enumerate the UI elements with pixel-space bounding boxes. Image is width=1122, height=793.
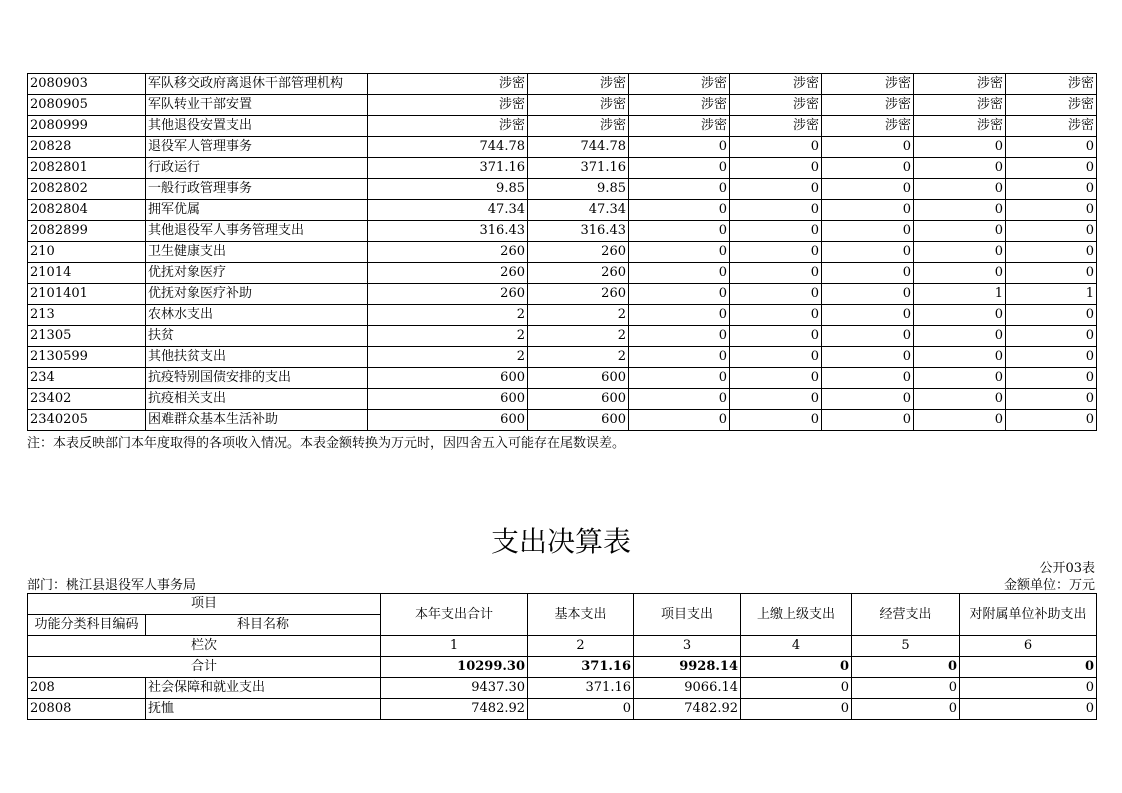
subject-name: 军队转业干部安置	[146, 95, 368, 116]
amount-cell: 0	[730, 242, 822, 263]
amount-cell: 0	[914, 305, 1006, 326]
amount-cell: 9066.14	[634, 678, 741, 699]
table-row	[28, 326, 1097, 347]
header-col4: 上缴上级支出	[741, 594, 852, 636]
amount-cell: 260	[368, 284, 528, 305]
subject-name: 优抚对象医疗补助	[146, 284, 368, 305]
amount-cell: 600	[528, 389, 629, 410]
amount-cell: 0	[822, 284, 914, 305]
amount-cell: 260	[528, 284, 629, 305]
header-col6: 对附属单位补助支出	[960, 594, 1097, 636]
amount-cell: 47.34	[368, 200, 528, 221]
amount-cell: 0	[822, 410, 914, 431]
amount-cell: 0	[822, 200, 914, 221]
amount-cell: 0	[1006, 200, 1097, 221]
amount-cell: 0	[822, 242, 914, 263]
seq-3: 3	[634, 636, 741, 657]
amount-cell: 涉密	[368, 74, 528, 95]
amount-cell: 371.16	[368, 158, 528, 179]
table-row	[28, 242, 1097, 263]
amount-cell: 涉密	[629, 95, 730, 116]
subject-name: 抗疫特别国债安排的支出	[146, 368, 368, 389]
amount-cell: 2	[368, 305, 528, 326]
amount-cell: 0	[629, 137, 730, 158]
table-row	[28, 95, 1097, 116]
amount-cell: 0	[960, 699, 1097, 720]
seq-label: 栏次	[28, 636, 381, 657]
amount-cell: 7482.92	[634, 699, 741, 720]
amount-cell: 0	[822, 137, 914, 158]
amount-cell: 0	[730, 158, 822, 179]
amount-cell: 0	[914, 326, 1006, 347]
amount-cell: 涉密	[368, 95, 528, 116]
amount-cell: 371.16	[528, 678, 634, 699]
amount-cell: 0	[1006, 179, 1097, 200]
amount-cell: 0	[822, 389, 914, 410]
amount-cell: 1	[1006, 284, 1097, 305]
amount-cell: 0	[1006, 368, 1097, 389]
amount-cell: 0	[822, 368, 914, 389]
amount-cell: 0	[1006, 137, 1097, 158]
amount-cell: 0	[914, 242, 1006, 263]
amount-cell: 0	[914, 137, 1006, 158]
subject-code: 2340205	[28, 410, 146, 431]
amount-cell: 2	[368, 347, 528, 368]
subject-name: 退役军人管理事务	[146, 137, 368, 158]
amount-cell: 0	[730, 347, 822, 368]
table-row	[28, 74, 1097, 95]
expense-final-accounts-table	[27, 593, 1097, 720]
subject-code: 2082899	[28, 221, 146, 242]
amount-cell: 744.78	[368, 137, 528, 158]
table-code: 公开03表	[1039, 561, 1095, 576]
amount-cell: 1	[914, 284, 1006, 305]
amount-cell: 0	[629, 326, 730, 347]
seq-row	[28, 636, 1097, 657]
subject-code: 2080905	[28, 95, 146, 116]
amount-cell: 0	[629, 284, 730, 305]
subject-code: 2130599	[28, 347, 146, 368]
total-c4: 0	[741, 657, 852, 678]
subject-code: 2082801	[28, 158, 146, 179]
header-row	[28, 594, 1097, 615]
subject-name: 拥军优属	[146, 200, 368, 221]
amount-cell: 涉密	[822, 74, 914, 95]
amount-cell: 0	[1006, 326, 1097, 347]
amount-cell: 0	[741, 699, 852, 720]
amount-unit-label: 金额单位：万元	[1003, 578, 1095, 593]
amount-cell: 涉密	[1006, 116, 1097, 137]
subject-code: 2101401	[28, 284, 146, 305]
subject-name: 其他退役军人事务管理支出	[146, 221, 368, 242]
seq-1: 1	[381, 636, 528, 657]
total-row	[28, 657, 1097, 678]
amount-cell: 0	[914, 200, 1006, 221]
subject-code: 20828	[28, 137, 146, 158]
amount-cell: 0	[852, 699, 960, 720]
amount-cell: 0	[528, 699, 634, 720]
table-row	[28, 284, 1097, 305]
table-row	[28, 179, 1097, 200]
table-row	[28, 699, 1097, 720]
amount-cell: 0	[629, 221, 730, 242]
subject-code: 2080999	[28, 116, 146, 137]
amount-cell: 涉密	[822, 95, 914, 116]
amount-cell: 0	[1006, 347, 1097, 368]
amount-cell: 涉密	[730, 116, 822, 137]
header-code-col: 功能分类科目编码	[28, 615, 146, 636]
amount-cell: 0	[730, 221, 822, 242]
amount-cell: 0	[852, 678, 960, 699]
header-col5: 经营支出	[852, 594, 960, 636]
subject-name: 优抚对象医疗	[146, 263, 368, 284]
amount-cell: 0	[1006, 305, 1097, 326]
amount-cell: 涉密	[528, 74, 629, 95]
amount-cell: 0	[741, 678, 852, 699]
header-name-col: 科目名称	[146, 615, 381, 636]
table-row	[28, 116, 1097, 137]
subject-code: 23402	[28, 389, 146, 410]
amount-cell: 600	[528, 410, 629, 431]
amount-cell: 2	[528, 305, 629, 326]
amount-cell: 0	[914, 410, 1006, 431]
header-col1: 本年支出合计	[381, 594, 528, 636]
amount-cell: 0	[629, 305, 730, 326]
subject-name: 一般行政管理事务	[146, 179, 368, 200]
table-note: 注：本表反映部门本年度取得的各项收入情况。本表金额转换为万元时，因四舍五入可能存在尾数误差。	[27, 436, 626, 451]
table-row	[28, 305, 1097, 326]
amount-cell: 0	[822, 221, 914, 242]
amount-cell: 0	[1006, 263, 1097, 284]
total-c1: 10299.30	[381, 657, 528, 678]
subject-code: 21014	[28, 263, 146, 284]
department-label: 部门：桃江县退役军人事务局	[27, 578, 197, 593]
amount-cell: 316.43	[528, 221, 629, 242]
amount-cell: 0	[730, 389, 822, 410]
amount-cell: 600	[368, 410, 528, 431]
table-row	[28, 389, 1097, 410]
amount-cell: 260	[368, 263, 528, 284]
subject-name: 军队移交政府离退休干部管理机构	[146, 74, 368, 95]
header-col2: 基本支出	[528, 594, 634, 636]
amount-cell: 0	[1006, 389, 1097, 410]
amount-cell: 0	[730, 137, 822, 158]
table-row	[28, 347, 1097, 368]
table-row	[28, 263, 1097, 284]
amount-cell: 0	[822, 179, 914, 200]
amount-cell: 0	[1006, 158, 1097, 179]
subject-name: 社会保障和就业支出	[146, 678, 381, 699]
amount-cell: 371.16	[528, 158, 629, 179]
subject-name: 抚恤	[146, 699, 381, 720]
header-col3: 项目支出	[634, 594, 741, 636]
amount-cell: 0	[914, 179, 1006, 200]
table-row	[28, 410, 1097, 431]
amount-cell: 0	[730, 263, 822, 284]
amount-cell: 0	[914, 263, 1006, 284]
amount-cell: 316.43	[368, 221, 528, 242]
amount-cell: 0	[822, 263, 914, 284]
subject-name: 农林水支出	[146, 305, 368, 326]
table-row	[28, 200, 1097, 221]
subject-code: 20808	[28, 699, 146, 720]
amount-cell: 0	[822, 305, 914, 326]
top-expense-table	[27, 73, 1097, 431]
amount-cell: 260	[528, 242, 629, 263]
amount-cell: 9.85	[528, 179, 629, 200]
amount-cell: 260	[368, 242, 528, 263]
total-c2: 371.16	[528, 657, 634, 678]
amount-cell: 0	[730, 284, 822, 305]
amount-cell: 600	[368, 368, 528, 389]
seq-5: 5	[852, 636, 960, 657]
amount-cell: 涉密	[368, 116, 528, 137]
subject-code: 2082804	[28, 200, 146, 221]
seq-6: 6	[960, 636, 1097, 657]
header-item: 项目	[28, 594, 381, 615]
amount-cell: 7482.92	[381, 699, 528, 720]
table-row	[28, 158, 1097, 179]
amount-cell: 涉密	[730, 74, 822, 95]
amount-cell: 0	[1006, 410, 1097, 431]
table-row	[28, 368, 1097, 389]
seq-2: 2	[528, 636, 634, 657]
amount-cell: 涉密	[528, 116, 629, 137]
subject-code: 2082802	[28, 179, 146, 200]
total-c5: 0	[852, 657, 960, 678]
amount-cell: 744.78	[528, 137, 629, 158]
amount-cell: 0	[629, 389, 730, 410]
amount-cell: 0	[730, 410, 822, 431]
subject-code: 2080903	[28, 74, 146, 95]
total-c3: 9928.14	[634, 657, 741, 678]
amount-cell: 0	[960, 678, 1097, 699]
amount-cell: 涉密	[914, 95, 1006, 116]
amount-cell: 0	[730, 326, 822, 347]
amount-cell: 涉密	[629, 74, 730, 95]
amount-cell: 2	[528, 326, 629, 347]
amount-cell: 260	[528, 263, 629, 284]
amount-cell: 9437.30	[381, 678, 528, 699]
subject-name: 抗疫相关支出	[146, 389, 368, 410]
amount-cell: 0	[629, 179, 730, 200]
amount-cell: 0	[914, 221, 1006, 242]
amount-cell: 0	[822, 158, 914, 179]
amount-cell: 9.85	[368, 179, 528, 200]
amount-cell: 涉密	[1006, 95, 1097, 116]
amount-cell: 0	[822, 326, 914, 347]
amount-cell: 0	[629, 368, 730, 389]
subject-name: 卫生健康支出	[146, 242, 368, 263]
amount-cell: 0	[914, 389, 1006, 410]
subject-code: 213	[28, 305, 146, 326]
amount-cell: 2	[368, 326, 528, 347]
subject-name: 困难群众基本生活补助	[146, 410, 368, 431]
amount-cell: 涉密	[730, 95, 822, 116]
amount-cell: 0	[914, 347, 1006, 368]
amount-cell: 涉密	[528, 95, 629, 116]
seq-4: 4	[741, 636, 852, 657]
amount-cell: 0	[730, 200, 822, 221]
total-label: 合计	[28, 657, 381, 678]
subject-code: 234	[28, 368, 146, 389]
amount-cell: 0	[822, 347, 914, 368]
amount-cell: 0	[1006, 242, 1097, 263]
amount-cell: 0	[914, 158, 1006, 179]
amount-cell: 0	[1006, 221, 1097, 242]
amount-cell: 0	[730, 368, 822, 389]
amount-cell: 涉密	[822, 116, 914, 137]
amount-cell: 0	[629, 347, 730, 368]
amount-cell: 涉密	[914, 116, 1006, 137]
amount-cell: 0	[629, 263, 730, 284]
amount-cell: 600	[368, 389, 528, 410]
amount-cell: 0	[629, 410, 730, 431]
subject-name: 行政运行	[146, 158, 368, 179]
amount-cell: 0	[914, 368, 1006, 389]
amount-cell: 涉密	[629, 116, 730, 137]
subject-name: 扶贫	[146, 326, 368, 347]
amount-cell: 0	[730, 305, 822, 326]
total-c6: 0	[960, 657, 1097, 678]
amount-cell: 涉密	[914, 74, 1006, 95]
amount-cell: 0	[629, 242, 730, 263]
amount-cell: 涉密	[1006, 74, 1097, 95]
amount-cell: 0	[629, 158, 730, 179]
subject-code: 21305	[28, 326, 146, 347]
amount-cell: 2	[528, 347, 629, 368]
amount-cell: 0	[629, 200, 730, 221]
table-row	[28, 137, 1097, 158]
subject-code: 208	[28, 678, 146, 699]
subject-name: 其他退役安置支出	[146, 116, 368, 137]
subject-name: 其他扶贫支出	[146, 347, 368, 368]
table-row	[28, 221, 1097, 242]
amount-cell: 600	[528, 368, 629, 389]
amount-cell: 0	[730, 179, 822, 200]
amount-cell: 47.34	[528, 200, 629, 221]
table-row	[28, 678, 1097, 699]
subject-code: 210	[28, 242, 146, 263]
page-title: 支出决算表	[490, 525, 631, 558]
